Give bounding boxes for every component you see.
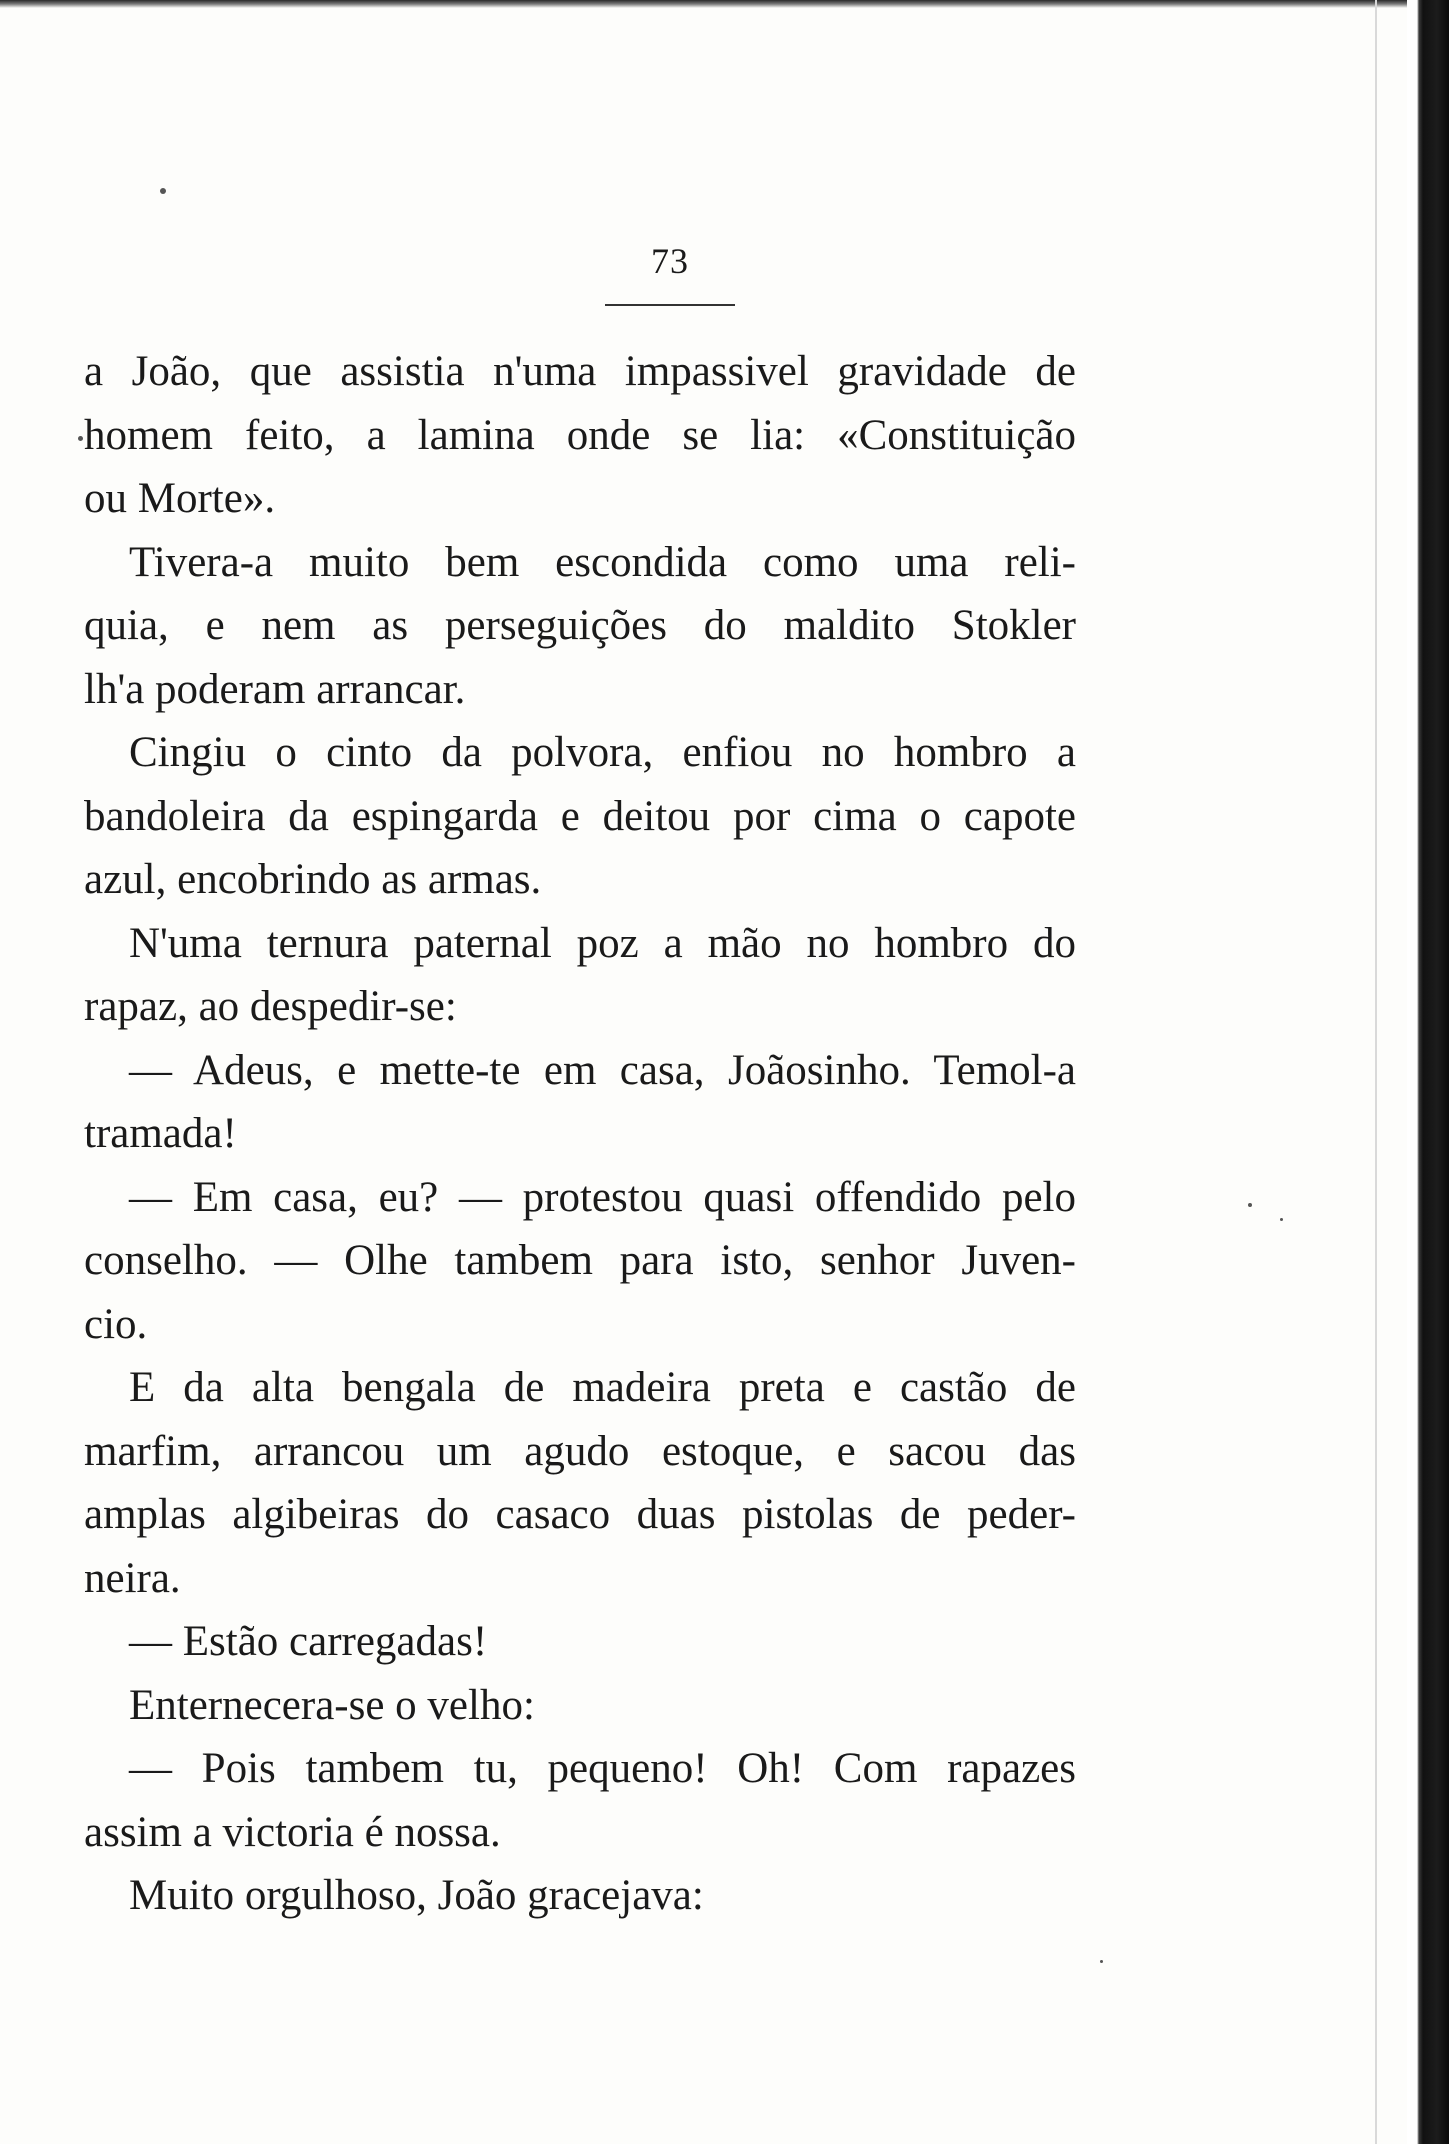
text-line: marfim, arrancou um agudo estoque, e sacou das xyxy=(84,1427,1076,1475)
text-line: E da alta bengala de madeira preta e castão de xyxy=(129,1364,1076,1411)
text-line: Cingiu o cinto da polvora, enfiou no hombro a xyxy=(129,729,1076,776)
text-line: — Adeus, e mette-te em casa, Joãosinho. Temol-a xyxy=(129,1046,1076,1094)
text-line: — Estão carregadas! xyxy=(129,1618,488,1665)
page-number: 73 xyxy=(651,241,689,281)
text-line: conselho. — Olhe tambem para isto, senhor Juven- xyxy=(84,1237,1076,1284)
text-line: tramada! xyxy=(84,1110,237,1157)
book-binding-edge xyxy=(1407,0,1449,2144)
ink-speck xyxy=(1248,1203,1252,1207)
page-top-edge xyxy=(0,0,1449,8)
gutter-line xyxy=(1375,0,1377,2144)
ink-speck xyxy=(1280,1218,1283,1221)
text-line: N'uma ternura paternal poz a mão no hombro do xyxy=(129,919,1076,967)
text-line: ou Morte». xyxy=(84,475,276,522)
text-line: quia, e nem as perseguições do maldito Stokler xyxy=(84,602,1076,649)
text-line: rapaz, ao despedir-se: xyxy=(84,983,457,1030)
text-line: Tivera-a muito bem escondida como uma reli- xyxy=(129,538,1076,586)
text-line: neira. xyxy=(84,1554,181,1602)
text-line: Enternecera-se o velho: xyxy=(129,1681,535,1729)
page-header xyxy=(0,240,1340,306)
text-line: cio. xyxy=(84,1300,148,1348)
text-line: amplas algibeiras do casaco duas pistolas de peder- xyxy=(84,1491,1076,1538)
text-line: azul, encobrindo as armas. xyxy=(84,856,542,903)
text-line: — Em casa, eu? — protestou quasi offendido pelo xyxy=(129,1173,1076,1221)
ink-speck xyxy=(160,188,166,194)
ink-speck xyxy=(78,436,83,441)
text-line: lh'a poderam arrancar. xyxy=(84,665,466,713)
text-line: assim a victoria é nossa. xyxy=(84,1808,501,1856)
header-rule xyxy=(605,304,735,306)
ink-speck xyxy=(1100,1960,1103,1963)
text-line: — Pois tambem tu, pequeno! Oh! Com rapazes xyxy=(129,1745,1076,1792)
text-line: Muito orgulhoso, João gracejava: xyxy=(129,1872,704,1919)
text-line: a João, que assistia n'uma impassivel gravidade de xyxy=(84,348,1076,395)
text-line: homem feito, a lamina onde se lia: «Constituição xyxy=(84,411,1076,459)
text-line: bandoleira da espingarda e deitou por cima o capote xyxy=(84,792,1076,840)
body-text xyxy=(84,340,1076,1928)
